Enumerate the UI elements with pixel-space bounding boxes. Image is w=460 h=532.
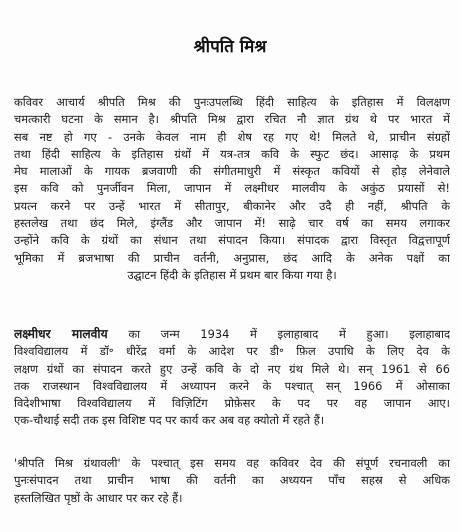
text-line: तथा हिंदी साहित्य के इतिहास ग्रंथों में यत्र-तत्र कवि के स्फुट छंद। आसाढ़ के प्रथम — [14, 146, 450, 161]
text-line: तक राजस्थान विश्वविद्यालय में अध्यापन करने के पश्चात् सन् 1966 में ओसाका — [14, 378, 450, 393]
text-line: 'श्रीपति मिश्र ग्रंथावली' के पश्चात् इस समय वह कविवर देव की संपूर्ण रचनावली का — [14, 456, 450, 470]
text-line-lead — [14, 326, 450, 343]
paragraph-intro — [14, 94, 450, 284]
text-line: चमत्कारी घटना के समान है। श्रीपति मिश्र द्वारा रचित नौ ज्ञात ग्रंथ थे पर भारत में — [14, 112, 450, 127]
text-line: मेघ मालाओं के गायक ब्रजवाणी की संगीतमाधुरी में संस्कृत कवियों से होड़ लेनेवाले — [14, 164, 450, 179]
text-line: भूमिका में ब्रजभाषा की प्राचीन वर्तनी, अनुप्रास, छंद आदि के अनेक पक्षों का — [14, 250, 450, 265]
paragraph-author — [14, 326, 450, 430]
text-line: उद्घाटन हिंदी के इतिहास में प्रथम बार किया गया है। — [127, 267, 337, 282]
author-name: लक्ष्मीधर मालवीय — [14, 327, 108, 341]
text-line: विदेशीभाषा विश्वविद्यालय में विज़िटिंग प्रोफ़ेसर के पद पर वह जापान आए। — [14, 396, 450, 411]
text-line: एक-चौथाई सदी तक इस विशिष्ट पद पर कार्य कर अब वह क्योतो में रहते हैं। — [14, 413, 325, 428]
text-line: पुनःसंपादन तथा प्राचीन भाषा की वर्तनी का अध्ययन पाँच सहस्र से अधिक — [14, 473, 450, 488]
text-line: हस्तलेख तथा छंद मिले, इंग्लैंड और जापान में! साढ़े चार वर्ष का समय लगाकर — [14, 216, 450, 231]
page-title: श्रीपति मिश्र — [193, 37, 267, 57]
text-line: कविवर आचार्य श्रीपति मिश्र की पुनःउपलब्धि हिंदी साहित्य के इतिहास में विलक्षण — [14, 95, 450, 109]
text-line: इस कवि को पुनर्जीवन मिला, जापान में लक्ष्मीधर मालवीय के अकुंठ प्रयासों से! — [14, 181, 450, 196]
text-fragment: का जन्म 1934 में इलाहाबाद में हुआ। इलाहाबाद — [107, 327, 450, 341]
text-line: हस्तलिखित पृष्ठों के आधार पर कर रहे हैं। — [14, 490, 183, 505]
text-line: विश्वविद्यालय में डॉ॰ धीरेंद्र वर्मा के आदेश पर डी॰ फ़िल उपाधि के लिए देव के — [14, 344, 450, 359]
paragraph-current-work — [14, 455, 450, 507]
text-line: सब नष्ट हो गए - उनके केवल नाम ही शेष रह गए थे! मिलते थे, प्राचीन संग्रहों — [14, 129, 450, 144]
text-line: उन्होंने कवि के ग्रंथों का संधान तथा संपादन किया। संपादक द्वारा विस्तृत विद्वत्तापूर्ण — [14, 233, 450, 248]
text-line: प्रयत्न करने पर उन्हें भारत में सीतापुर, बीकानेर और उदै ही नहीं, श्रीपति के — [14, 198, 450, 213]
text-line: लक्षण ग्रंथों का संपादन करते हुए उन्हें कवि के दो नए ग्रंथ मिले थे। सन् 1961 से 66 — [14, 361, 450, 376]
